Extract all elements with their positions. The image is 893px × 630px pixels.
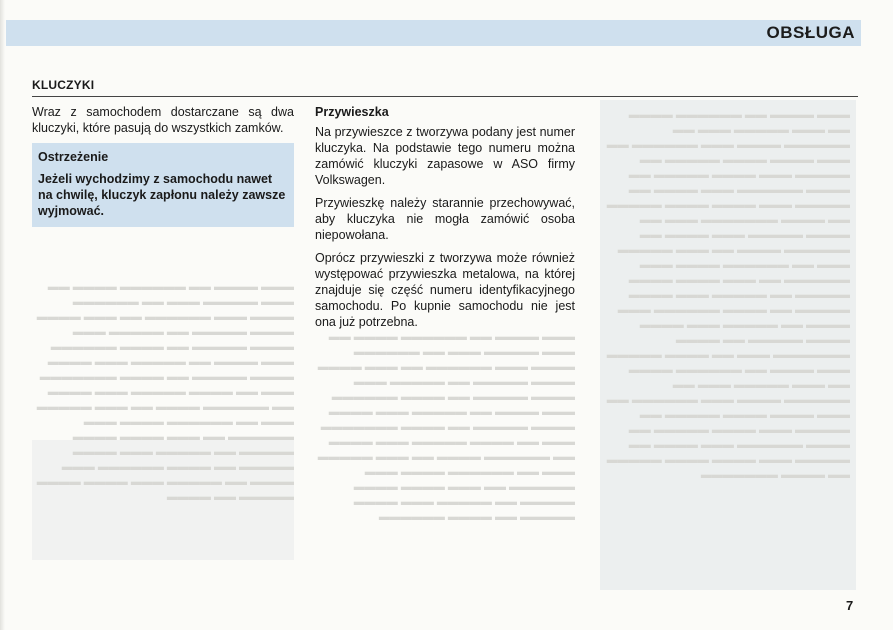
page-number: 7 <box>846 598 854 613</box>
right-column <box>315 104 575 337</box>
tag-paragraph-3: Oprócz przywieszki z tworzywa może również występować przywieszka metalowa, na której znajduje się część numeru identyfikacyjnego samochodu. Po kupnie samochodu nie jest ona już potrzebna. <box>315 251 575 329</box>
bleed-through-text: ▬▬▬ ▬▬▬▬ ▬▬ ▬▬▬▬▬▬ ▬▬▬▬ ▬▬ ▬▬▬ ▬▬▬▬▬ ▬▬▬ ▬▬ ▬▬▬▬▬▬ ▬▬▬▬ ▬▬▬ ▬▬▬▬▬▬ ▬▬ ▬▬▬ ▬▬▬▬ ▬▬▬▬ ▬▬▬▬▬ ▬▬ ▬▬▬▬▬ ▬▬▬ ▬▬▬▬ ▬▬▬▬▬ ▬▬ ▬▬▬▬ ▬▬▬▬▬▬ ▬▬▬ ▬▬▬▬ ▬▬ ▬▬▬▬▬ ▬▬▬ ▬▬▬▬ ▬▬▬▬ ▬▬▬▬▬ ▬▬ ▬▬▬▬ ▬▬▬▬▬▬▬ ▬▬▬ ▬▬ ▬▬▬▬ ▬▬▬▬▬ ▬▬▬ ▬▬▬▬ ▬▬ ▬▬▬▬▬▬ ▬▬▬▬ ▬▬ ▬▬▬ ▬▬▬▬▬ ▬▬▬ ▬▬ ▬▬▬▬▬▬ ▬▬▬▬ ▬▬▬ ▬▬▬▬▬▬ ▬▬ ▬▬▬ ▬▬▬▬ ▬▬▬▬ ▬▬▬▬▬ ▬▬ ▬▬▬▬▬ ▬▬▬ ▬▬▬▬ ▬▬▬▬▬ ▬▬ ▬▬▬▬ ▬▬▬▬▬▬ <box>317 331 575 523</box>
warning-text: Jeżeli wychodzimy z samochodu nawet na chwilę, kluczyk zapłonu należy zawsze wyjmować. <box>38 172 286 218</box>
section-title: OBSŁUGA <box>750 20 861 46</box>
bleed-through-text: ▬▬▬ ▬▬▬▬ ▬▬ ▬▬▬▬▬▬ ▬▬▬▬ ▬▬ ▬▬▬ ▬▬▬▬▬ ▬▬▬ ▬▬ ▬▬▬▬▬▬ ▬▬▬▬ ▬▬▬ ▬▬▬▬▬▬ ▬▬ ▬▬▬ ▬▬▬▬ ▬▬▬▬ ▬▬▬▬▬ ▬▬ ▬▬▬▬▬ ▬▬▬ ▬▬▬▬ ▬▬▬▬▬ ▬▬ ▬▬▬▬ ▬▬▬▬▬▬ ▬▬▬ ▬▬▬▬ ▬▬ ▬▬▬▬▬ ▬▬▬ ▬▬▬▬ ▬▬▬▬ ▬▬▬▬▬ ▬▬ ▬▬▬▬ ▬▬▬▬▬▬▬ ▬▬▬ ▬▬ ▬▬▬▬ ▬▬▬▬▬ ▬▬▬ ▬▬▬▬ ▬▬ ▬▬▬▬▬▬ ▬▬▬▬ ▬▬ ▬▬▬ ▬▬▬▬▬ ▬▬▬ ▬▬ ▬▬▬▬▬▬ ▬▬▬▬ ▬▬▬ ▬▬▬▬▬▬ ▬▬ ▬▬▬ ▬▬▬▬ ▬▬▬▬ ▬▬▬▬▬ ▬▬ ▬▬▬▬▬ ▬▬▬ ▬▬▬▬ ▬▬▬▬▬ ▬▬ ▬▬▬▬ ▬▬▬▬▬▬ ▬▬▬ ▬▬▬▬ ▬▬ ▬▬▬▬▬ ▬▬▬ ▬▬▬▬ ▬▬▬▬ ▬▬▬▬▬ ▬▬ ▬▬▬▬ <box>36 281 294 503</box>
page-edge-shadow <box>0 0 5 630</box>
page-title: KLUCZYKI <box>32 78 95 92</box>
title-divider <box>32 96 858 97</box>
bleed-through-text: ▬▬▬ ▬▬▬▬ ▬▬ ▬▬▬▬▬▬ ▬▬▬▬ ▬▬ ▬▬▬ ▬▬▬▬▬ ▬▬▬ ▬▬ ▬▬▬▬▬▬ ▬▬▬▬ ▬▬▬ ▬▬▬▬▬▬ ▬▬ ▬▬▬ ▬▬▬▬ ▬▬▬▬ ▬▬▬▬▬ ▬▬ ▬▬▬▬▬ ▬▬▬ ▬▬▬▬ ▬▬▬▬▬ ▬▬ ▬▬▬▬ ▬▬▬▬▬▬ ▬▬▬ ▬▬▬▬ ▬▬ ▬▬▬▬▬ ▬▬▬ ▬▬▬▬ ▬▬▬▬ ▬▬▬▬▬ ▬▬ ▬▬▬▬ ▬▬▬▬▬▬▬ ▬▬▬ ▬▬ ▬▬▬▬ ▬▬▬▬▬ ▬▬▬ ▬▬▬▬ ▬▬ ▬▬▬▬▬▬ ▬▬▬▬ ▬▬ ▬▬▬ ▬▬▬▬▬ ▬▬▬ ▬▬ ▬▬▬▬▬▬ ▬▬▬▬ ▬▬▬ ▬▬▬▬▬▬ ▬▬ ▬▬▬ ▬▬▬▬ ▬▬▬▬ ▬▬▬▬▬ ▬▬ ▬▬▬▬▬ ▬▬▬ ▬▬▬▬ ▬▬▬▬▬ ▬▬ ▬▬▬▬ ▬▬▬▬▬▬ ▬▬▬ ▬▬▬▬ ▬▬ ▬▬▬▬▬ ▬▬▬ ▬▬▬▬ ▬▬▬▬ ▬▬▬▬▬ ▬▬ ▬▬▬▬ ▬▬▬▬▬▬▬ ▬▬▬ ▬▬ ▬▬▬▬ ▬▬▬▬▬ ▬▬▬ ▬▬▬▬ ▬▬ ▬▬▬▬▬▬ ▬▬▬▬ ▬▬ ▬▬▬ ▬▬▬▬▬ ▬▬▬ ▬▬ ▬▬▬▬▬▬ ▬▬▬▬ ▬▬▬ ▬▬▬▬▬▬ ▬▬ ▬▬▬ ▬▬▬▬ ▬▬▬▬ ▬▬▬▬▬ ▬▬ ▬▬▬▬▬ ▬▬▬ ▬▬▬▬ ▬▬▬▬▬ ▬▬ ▬▬▬▬ ▬▬▬▬▬▬ ▬▬▬ ▬▬▬▬ ▬▬ ▬▬▬▬▬ ▬▬▬ ▬▬▬▬ ▬▬▬▬ ▬▬▬▬▬ ▬▬ ▬▬▬▬ ▬▬▬▬▬▬▬ <box>606 109 850 481</box>
warning-title: Ostrzeżenie <box>38 150 109 164</box>
left-column <box>32 104 294 227</box>
tag-paragraph-2: Przywieszkę należy starannie przechowywać, aby kluczyka nie mogła zamówić osoba niepowołana. <box>315 196 575 242</box>
intro-paragraph: Wraz z samochodem dostarczane są dwa kluczyki, które pasują do wszystkich zamków. <box>32 105 294 135</box>
tag-paragraph-1: Na przywieszce z tworzywa podany jest numer kluczyka. Na podstawie tego numeru można zamówić kluczyki zapasowe w ASO firmy Volkswagen. <box>315 125 575 187</box>
tag-heading: Przywieszka <box>315 105 389 119</box>
header-band <box>6 20 861 46</box>
warning-box <box>32 143 294 227</box>
